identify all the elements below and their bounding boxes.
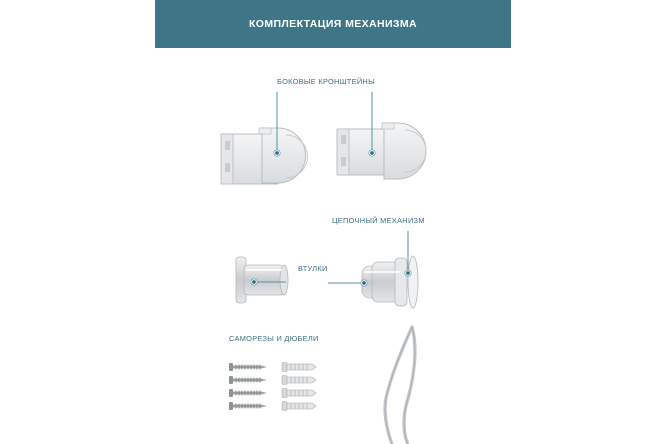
bead-chain-icon: [385, 327, 415, 444]
pointer-dot: [361, 280, 367, 286]
left-bracket-icon: [221, 128, 308, 184]
screw-icon: [229, 363, 267, 410]
pointer-dot: [251, 279, 257, 285]
label-chain-mechanism: ЦЕПОЧНЫЙ МЕХАНИЗМ: [332, 216, 425, 225]
pointer-dot: [405, 270, 411, 276]
pointer-dot: [369, 150, 375, 156]
page-title: КОМПЛЕКТАЦИЯ МЕХАНИЗМА: [248, 18, 418, 30]
label-screws-and-dowels: САМОРЕЗЫ И ДЮБЕЛИ: [229, 334, 319, 343]
chain-mechanism-icon: [362, 256, 418, 308]
label-bushings: ВТУЛКИ: [298, 264, 328, 273]
label-side-brackets: БОКОВЫЕ КРОНШТЕЙНЫ: [277, 77, 375, 86]
right-bracket-icon: [337, 123, 426, 179]
dowel-icon: [282, 363, 316, 411]
pointer-dot: [274, 150, 280, 156]
bushing-icon: [236, 257, 288, 303]
